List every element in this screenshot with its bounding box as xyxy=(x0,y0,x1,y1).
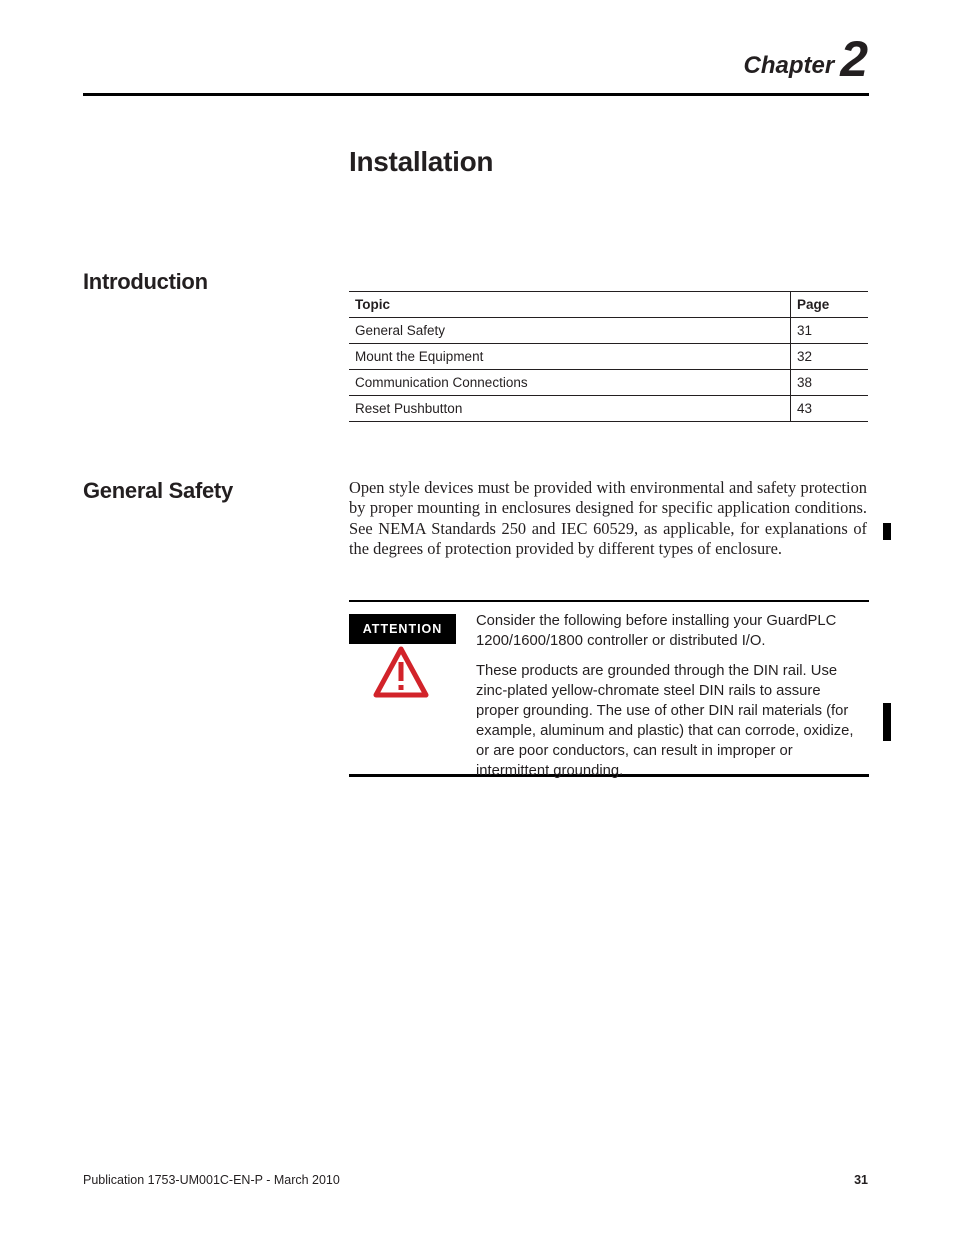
change-bar xyxy=(883,703,891,741)
chapter-header xyxy=(743,30,869,87)
table-row xyxy=(349,396,868,422)
topics-table xyxy=(349,291,868,422)
table-row xyxy=(349,370,868,396)
footer-publication: Publication 1753-UM001C-EN-P - March 2010 xyxy=(83,1173,340,1187)
page-title: Installation xyxy=(349,146,494,177)
page-cell: 38 xyxy=(791,370,869,396)
footer-page-number: 31 xyxy=(854,1173,868,1187)
general-safety-heading: General Safety xyxy=(83,478,233,503)
topic-cell: General Safety xyxy=(349,318,791,344)
topic-cell: Mount the Equipment xyxy=(349,344,791,370)
general-safety-paragraph: Open style devices must be provided with environmental and safety protection by proper mounting in enclosures designed for specific application conditions. See NEMA Standards 250 and IEC 60529, as applicable, for explanations of the degrees of protection provided by different types of enclosure. xyxy=(349,478,867,559)
page-cell: 43 xyxy=(791,396,869,422)
table-row xyxy=(349,344,868,370)
attention-text xyxy=(476,611,861,791)
table-header-topic: Topic xyxy=(349,292,791,318)
warning-triangle-icon xyxy=(373,646,429,698)
attention-paragraph: These products are grounded through the DIN rail. Use zinc-plated yellow-chromate steel DIN rails to assure proper grounding. The use of other DIN rail materials (for example, aluminum and plastic) that can corrode, oxidize, or are poor conductors, can result in improper or intermittent grounding. xyxy=(476,663,854,779)
page-cell: 32 xyxy=(791,344,869,370)
page-cell: 31 xyxy=(791,318,869,344)
chapter-number: 2 xyxy=(840,31,868,87)
topic-cell: Reset Pushbutton xyxy=(349,396,791,422)
table-row xyxy=(349,318,868,344)
attention-label: ATTENTION xyxy=(349,614,456,644)
attention-box xyxy=(349,600,869,777)
table-header-row xyxy=(349,292,868,318)
attention-paragraph: Consider the following before installing your GuardPLC 1200/1600/1800 controller or distributed I/O. xyxy=(476,613,837,649)
introduction-heading: Introduction xyxy=(83,269,208,294)
topic-cell: Communication Connections xyxy=(349,370,791,396)
chapter-label: Chapter xyxy=(743,52,835,79)
table-header-page: Page xyxy=(791,292,869,318)
change-bar xyxy=(883,523,891,540)
header-rule xyxy=(83,93,869,96)
